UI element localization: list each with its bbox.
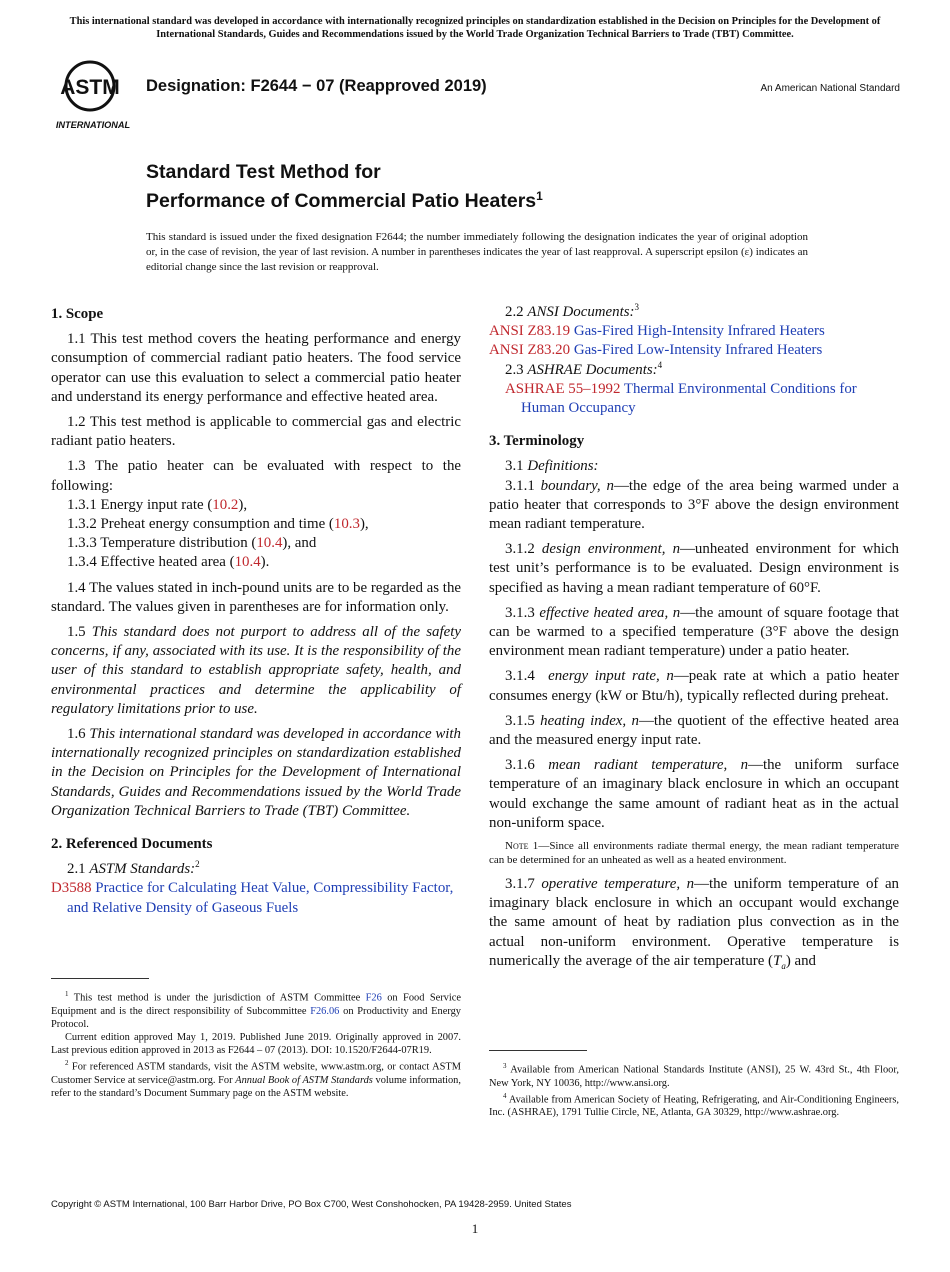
xref-10-4b[interactable]: 10.4 <box>234 554 261 571</box>
paragraph-1-3: 1.3 The patio heater can be evaluated with respect to the following: <box>51 458 461 494</box>
left-column <box>51 305 461 918</box>
ref-code-ansi-z83-20[interactable]: ANSI Z83.20 <box>489 342 571 359</box>
paragraph-1-2: 1.2 This test method is applicable to commercial gas and electric radiant patio heaters. <box>51 414 461 450</box>
xref-10-2[interactable]: 10.2 <box>212 496 239 513</box>
ref-code-ansi-z83-19[interactable]: ANSI Z83.19 <box>489 323 571 340</box>
xref-10-3[interactable]: 10.3 <box>333 516 360 533</box>
designation: Designation: F2644 − 07 (Reapproved 2019) <box>146 77 487 95</box>
ref-title-ansi-z83-20[interactable]: Gas-Fired Low-Intensity Infrared Heaters <box>573 342 823 359</box>
definition-boundary: 3.1.1 boundary, n—the edge of the area being warmed under a patio heater that corresponds to 3°F above the design environment mean radiant temperature. <box>489 477 899 533</box>
logo-subtext: INTERNATIONAL <box>55 120 131 130</box>
footnote-1: $^1$ This test method is under the jurisdiction of ASTM Committee F26 on Food Service Equipment and is the direct responsibility of Subcommittee F26.06 on Productivity and Energy Protocol. <box>51 990 461 1030</box>
footnote-4: $^4$ Available from American Society of Heating, Refrigerating, and Air-Conditioning Engineers, Inc. (ASHRAE), 1791 Tullie Circle, NE, Atlanta, GA 30329, http://www.ashrae.org. <box>489 1091 899 1119</box>
ref-title-ansi-z83-19[interactable]: Gas-Fired High-Intensity Infrared Heaters <box>573 323 825 340</box>
link-f26-06[interactable]: F26.06 <box>310 1005 340 1017</box>
footnote-rule-right <box>489 1050 587 1051</box>
ansi-documents-label: 2.2 ANSI Documents:$^3$ <box>505 302 639 320</box>
astm-logo <box>52 56 134 132</box>
right-column <box>489 303 899 977</box>
definition-effective-heated-area: 3.1.3 effective heated area, n—the amount of square footage that can be warmed to a specified temperature (3°F above the design environment mean radiant temperature) under a patio heater. <box>489 604 899 660</box>
ref-code-ashrae-55[interactable]: ASHRAE 55–1992 <box>505 380 621 397</box>
definition-heating-index: 3.1.5 heating index, n—the quotient of the effective heated area and the measured energy input rate. <box>489 712 899 749</box>
definition-operative-temperature: 3.1.7 operative temperature, n—the uniform temperature of an imaginary black enclosure in which an occupant would exchange the same amount of heat by radiation plus convection as in the actual non-uniform environment. Operative temperature is numerically the average of the air temperature $(T_a)$ and <box>489 876 899 971</box>
paragraph-1-6: 1.6 This international standard was developed in accordance with internationally recognized principles on standardization established in the Decision on Principles for the Development of International Standards, Guides and Recommendations issued by the World Trade Organization Technical Barriers to Trade (TBT) Committee. <box>51 726 461 819</box>
definitions-label: 3.1 Definitions: <box>505 458 599 475</box>
list-item-1-3-4: 1.3.4 Effective heated area (10.4). <box>67 554 270 571</box>
copyright-line: Copyright © ASTM International, 100 Barr Harbor Drive, PO Box C700, West Conshohocken, PA 19428-2959. United States <box>51 1199 572 1210</box>
document-title <box>146 160 543 213</box>
definition-energy-input-rate: 3.1.4 energy input rate, n—peak rate at which a patio heater consumes energy (kW or Btu/h), typically reflected during preheat. <box>489 668 899 704</box>
national-standard-label: An American National Standard <box>760 83 900 94</box>
issuance-statement: This standard is issued under the fixed designation F2644; the number immediately following the designation indicates the year of original adoption or, in the case of revision, the year of last revision. A number in parentheses indicates the year of last reapproval. A superscript epsilon (ε) indicates an editorial change since the last revision or reapproval. <box>146 231 808 274</box>
paragraph-1-1: 1.1 This test method covers the heating performance and energy consumption of commercial radiant patio heaters. The food service operator can use this evaluation to select a commercial patio heater and understand its energy performance and effective heated area. <box>51 331 461 405</box>
footnote-2: $^2$ For referenced ASTM standards, visit the ASTM website, www.astm.org, or contact ASTM Customer Service at service@astm.org. For Annual Book of ASTM Standards volume information, refer to the standard’s Document Summary page on the ASTM website. <box>51 1058 461 1099</box>
title-line-2: Performance of Commercial Patio Heaters <box>146 190 537 212</box>
xref-10-4[interactable]: 10.4 <box>256 535 283 552</box>
footnote-3: $^3$ Available from American National Standards Institute (ANSI), 25 W. 43rd St., 4th Floor, New York, NY 10036, http://www.ansi.org. <box>489 1062 899 1089</box>
footnotes-right <box>489 1060 899 1119</box>
definition-mean-radiant-temperature: 3.1.6 mean radiant temperature, n—the uniform surface temperature of an imaginary black enclosure in which an occupant would exchange the same amount of radiant heat as in the actual non-uniform space. <box>489 757 899 831</box>
reference-ansi-z83-19 <box>489 322 899 341</box>
title-line-1: Standard Test Method for <box>146 161 381 183</box>
reference-d3588 <box>35 879 461 917</box>
reference-ashrae-55 <box>505 380 899 418</box>
footnote-rule-left <box>51 978 149 979</box>
footnotes-left <box>51 988 461 1100</box>
title-footnote-mark: 1 <box>536 189 543 203</box>
section-heading-terminology: 3. Terminology <box>489 433 585 450</box>
section-heading-scope: 1. Scope <box>51 306 104 322</box>
section-heading-referenced: 2. Referenced Documents <box>51 836 213 853</box>
ref-code-d3588[interactable]: D3588 <box>51 880 92 897</box>
logo-text: ASTM <box>60 76 120 99</box>
note-1: Note 1—Since all environments radiate thermal energy, the mean radiant temperature can be determined for an unheated as well as a heated environment. <box>489 840 899 867</box>
list-item-1-3-1: 1.3.1 Energy input rate (10.2), <box>67 496 248 513</box>
list-item-1-3-3: 1.3.3 Temperature distribution (10.4), and <box>67 535 317 552</box>
reference-ansi-z83-20 <box>489 341 899 360</box>
edition-note: Current edition approved May 1, 2019. Published June 2019. Originally approved in 2007. Last previous edition approved in 2013 as F2644 – 07 (2013). DOI: 10.1520/F2644-07R19. <box>51 1031 461 1056</box>
paragraph-1-4: 1.4 The values stated in inch-pound units are to be regarded as the standard. The values given in parentheses are for information only. <box>51 579 461 615</box>
link-f26[interactable]: F26 <box>365 992 382 1004</box>
ashrae-documents-label: 2.3 ASHRAE Documents:$^4$ <box>505 359 663 378</box>
ref-title-d3588[interactable]: Practice for Calculating Heat Value, Compressibility Factor, and Relative Density of Gaseous Fuels <box>67 880 454 916</box>
page-number: 1 <box>471 1221 479 1236</box>
paragraph-1-5: 1.5 This standard does not purport to address all of the safety concerns, if any, associated with its use. It is the responsibility of the user of this standard to establish appropriate safety, health, and environmental practices and determine the applicability of regulatory limitations prior to use. <box>51 624 461 717</box>
astm-standards-label: 2.1 ASTM Standards:$^2$ <box>67 859 200 878</box>
development-notice: This international standard was developed in accordance with internationally recognized principles on standardization established in the Decision on Principles for the Development of International Standards, Guides and Recommendations issued by the World Trade Organization Technical Barriers to Trade (TBT) Committee. <box>69 16 881 40</box>
definition-design-environment: 3.1.2 design environment, n—unheated environment for which test unit’s performance is to be evaluated. Design environment is specified as having a mean radiant temperature of 60°F. <box>489 541 899 596</box>
ref-title-ashrae-55[interactable]: Thermal Environmental Conditions for Human Occupancy <box>521 380 857 417</box>
list-item-1-3-2: 1.3.2 Preheat energy consumption and time (10.3), <box>67 516 369 533</box>
